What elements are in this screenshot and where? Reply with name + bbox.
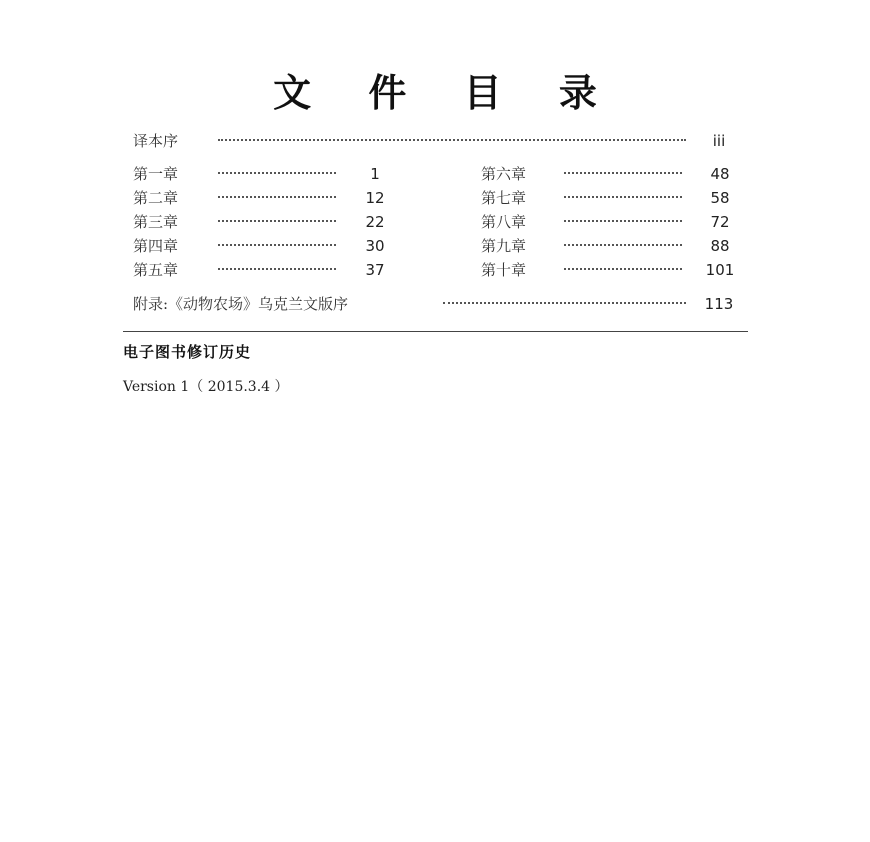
- toc-entry-chapter-8[interactable]: [481, 211, 771, 233]
- leader-dots: [564, 196, 682, 198]
- leader-dots: [218, 244, 336, 246]
- leader-dots: [564, 220, 682, 222]
- leader-dots: [218, 139, 686, 141]
- toc-page-number: 37: [365, 261, 385, 279]
- toc-label: 译本序: [133, 132, 179, 150]
- toc-label: 第五章: [133, 261, 179, 279]
- leader-dots: [218, 172, 336, 174]
- toc-entry-appendix[interactable]: [133, 293, 743, 315]
- toc-label: 第八章: [481, 213, 527, 231]
- toc-label: 第四章: [133, 237, 179, 255]
- toc-entry-chapter-2[interactable]: [133, 187, 423, 209]
- toc-page-number: 1: [370, 165, 380, 183]
- leader-dots: [564, 172, 682, 174]
- leader-dots: [218, 220, 336, 222]
- toc-page-number: 48: [710, 165, 730, 183]
- version-entry: Version 1（ 2015.3.4 ）: [123, 379, 289, 395]
- toc-page-number: 113: [704, 295, 734, 313]
- toc-page-number: 22: [365, 213, 385, 231]
- toc-label: 第二章: [133, 189, 179, 207]
- toc-label: 第一章: [133, 165, 179, 183]
- toc-page-number: 12: [365, 189, 385, 207]
- leader-dots: [564, 268, 682, 270]
- toc-entry-preface[interactable]: [133, 130, 743, 152]
- toc-label: 第六章: [481, 165, 527, 183]
- toc-label: 第三章: [133, 213, 179, 231]
- toc-entry-chapter-4[interactable]: [133, 235, 423, 257]
- toc-page-number: 72: [710, 213, 730, 231]
- toc-entry-chapter-6[interactable]: [481, 163, 771, 185]
- toc-entry-chapter-3[interactable]: [133, 211, 423, 233]
- toc-entry-chapter-10[interactable]: [481, 259, 771, 281]
- toc-label: 第九章: [481, 237, 527, 255]
- toc-page-number: 30: [365, 237, 385, 255]
- toc-label: 附录:《动物农场》乌克兰文版序: [133, 295, 349, 313]
- revision-history-heading: 电子图书修订历史: [123, 343, 252, 361]
- toc-page-number: 101: [705, 261, 735, 279]
- leader-dots: [218, 268, 336, 270]
- toc-entry-chapter-9[interactable]: [481, 235, 771, 257]
- toc-page-number: 58: [710, 189, 730, 207]
- toc-page-number: iii: [712, 132, 726, 150]
- leader-dots: [443, 302, 686, 304]
- leader-dots: [564, 244, 682, 246]
- section-divider: [123, 331, 748, 332]
- toc-label: 第七章: [481, 189, 527, 207]
- toc-page-number: 88: [710, 237, 730, 255]
- toc-label: 第十章: [481, 261, 527, 279]
- toc-entry-chapter-5[interactable]: [133, 259, 423, 281]
- toc-entry-chapter-1[interactable]: [133, 163, 423, 185]
- leader-dots: [218, 196, 336, 198]
- toc-entry-chapter-7[interactable]: [481, 187, 771, 209]
- document-title: 文 件 目 录: [273, 70, 619, 115]
